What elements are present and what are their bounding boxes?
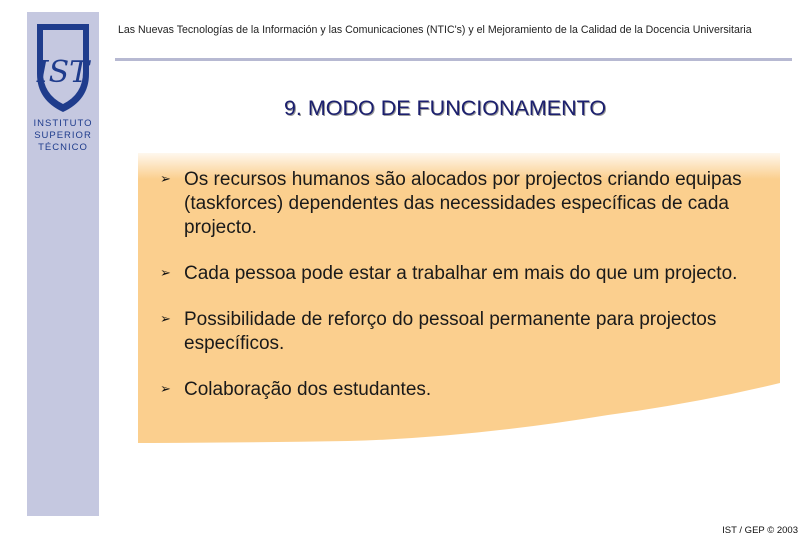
bullet-item	[160, 378, 770, 402]
svg-text:SUPERIOR: SUPERIOR	[34, 130, 92, 141]
bullet-text: Cada pessoa pode estar a trabalhar em mais do que um projecto.	[184, 263, 738, 284]
arrow-bullet-icon: ➢	[160, 172, 171, 187]
arrow-bullet-icon: ➢	[160, 312, 171, 327]
footer-copyright: IST / GEP © 2003	[722, 525, 798, 536]
bullet-text: Possibilidade de reforço do pessoal permanente para projectos específicos.	[184, 309, 717, 354]
bullet-item	[160, 168, 770, 240]
header-divider	[115, 58, 792, 61]
arrow-bullet-icon: ➢	[160, 382, 171, 397]
svg-text:IST: IST	[36, 55, 90, 90]
svg-text:TÉCNICO: TÉCNICO	[38, 142, 88, 153]
bullet-item	[160, 262, 770, 286]
bullet-text: Os recursos humanos são alocados por projectos criando equipas (taskforces) dependentes das necessidades específicas de cada projecto.	[184, 169, 742, 238]
svg-text:INSTITUTO: INSTITUTO	[33, 118, 93, 129]
bullet-text: Colaboração dos estudantes.	[184, 379, 432, 400]
bullet-item	[160, 308, 770, 356]
slide-title: 9. MODO DE FUNCIONAMENTO	[283, 96, 607, 120]
ist-logo	[28, 20, 98, 160]
arrow-bullet-icon: ➢	[160, 266, 171, 281]
header-caption: Las Nuevas Tecnologías de la Información y las Comunicaciones (NTIC's) y el Mejoramiento de la Calidad de la Docencia Universitaria	[118, 24, 752, 36]
bullet-list	[160, 168, 770, 402]
